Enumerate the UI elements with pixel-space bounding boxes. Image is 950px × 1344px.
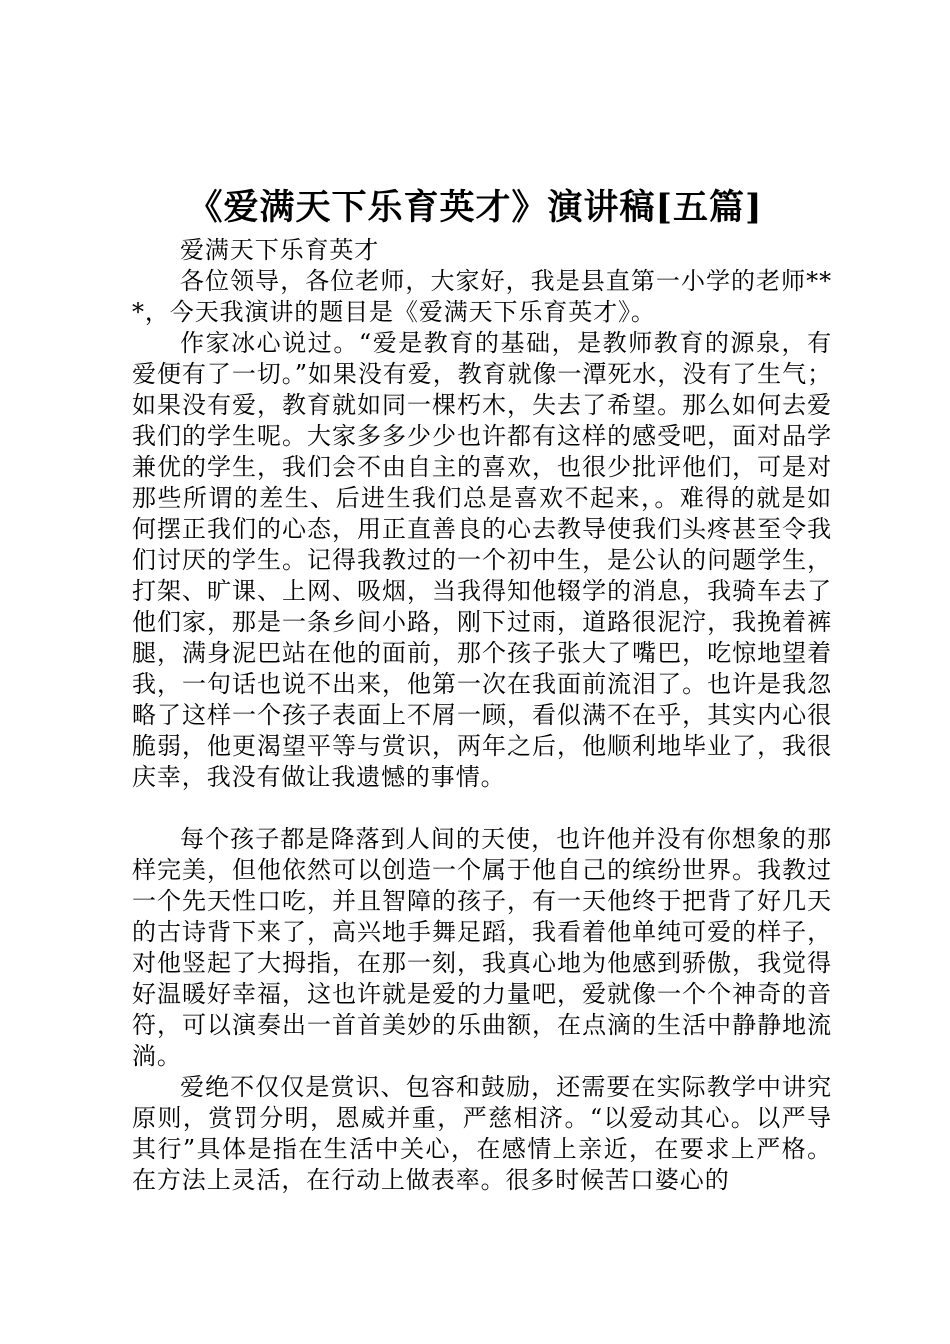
- paragraph-love-principles: 爱绝不仅仅是赏识、包容和鼓励，还需要在实际教学中讲究原则，赏罚分明，恩威并重，严慈相济。“以爱动其心。以严导其行”具体是指在生活中关心，在感情上亲近，在要求上严格。在方法上灵活，在行动上做表率。很多时候苦口婆心的: [132, 1073, 832, 1194]
- paragraph-bingxin-story: 作家冰心说过。“爱是教育的基础，是教师教育的源泉，有爱便有了一切。”如果没有爱，教育就像一潭死水，没有了生气；如果没有爱，教育就如同一棵朽木，失去了希望。那么如何去爱我们的学生呢。大家多多少少也许都有这样的感受吧，面对品学兼优的学生，我们会不由自主的喜欢，也很少批评他们，可是对那些所谓的差生、后进生我们总是喜欢不起来，。难得的就是如何摆正我们的心态，用正直善良的心去教导使我们头疼甚至令我们讨厌的学生。记得我教过的一个初中生，是公认的问题学生，打架、旷课、上网、吸烟，当我得知他辍学的消息，我骑车去了他们家，那是一条乡间小路，刚下过雨，道路很泥泞，我挽着裤腿，满身泥巴站在他的面前，那个孩子张大了嘴巴，吃惊地望着我，一句话也说不出来，他第一次在我面前流泪了。也许是我忽略了这样一个孩子表面上不屑一顾，看似满不在乎，其实内心很脆弱，他更渴望平等与赏识，两年之后，他顺利地毕业了，我很庆幸，我没有做让我遗憾的事情。: [132, 329, 832, 791]
- paragraph-subtitle: 爱满天下乐育英才: [180, 236, 380, 264]
- document-title: 《爱满天下乐育英才》演讲稿[五篇]: [187, 187, 763, 228]
- document-body: [132, 235, 832, 1196]
- paragraph-greeting: 各位领导，各位老师，大家好，我是县直第一小学的老师***，今天我演讲的题目是《爱满天下乐育英才》。: [132, 267, 832, 326]
- paragraph-angel-child: 每个孩子都是降落到人间的天使，也许他并没有你想象的那样完美，但他依然可以创造一个属于他自己的缤纷世界。我教过一个先天性口吃，并且智障的孩子，有一天他终于把背了好几天的古诗背下来了，高兴地手舞足蹈，我看着他单纯可爱的样子，对他竖起了大拇指，在那一刻，我真心地为他感到骄傲，我觉得好温暖好幸福，这也许就是爱的力量吧，爱就像一个个神奇的音符，可以演奏出一首首美妙的乐曲额，在点滴的生活中静静地流淌。: [132, 825, 832, 1070]
